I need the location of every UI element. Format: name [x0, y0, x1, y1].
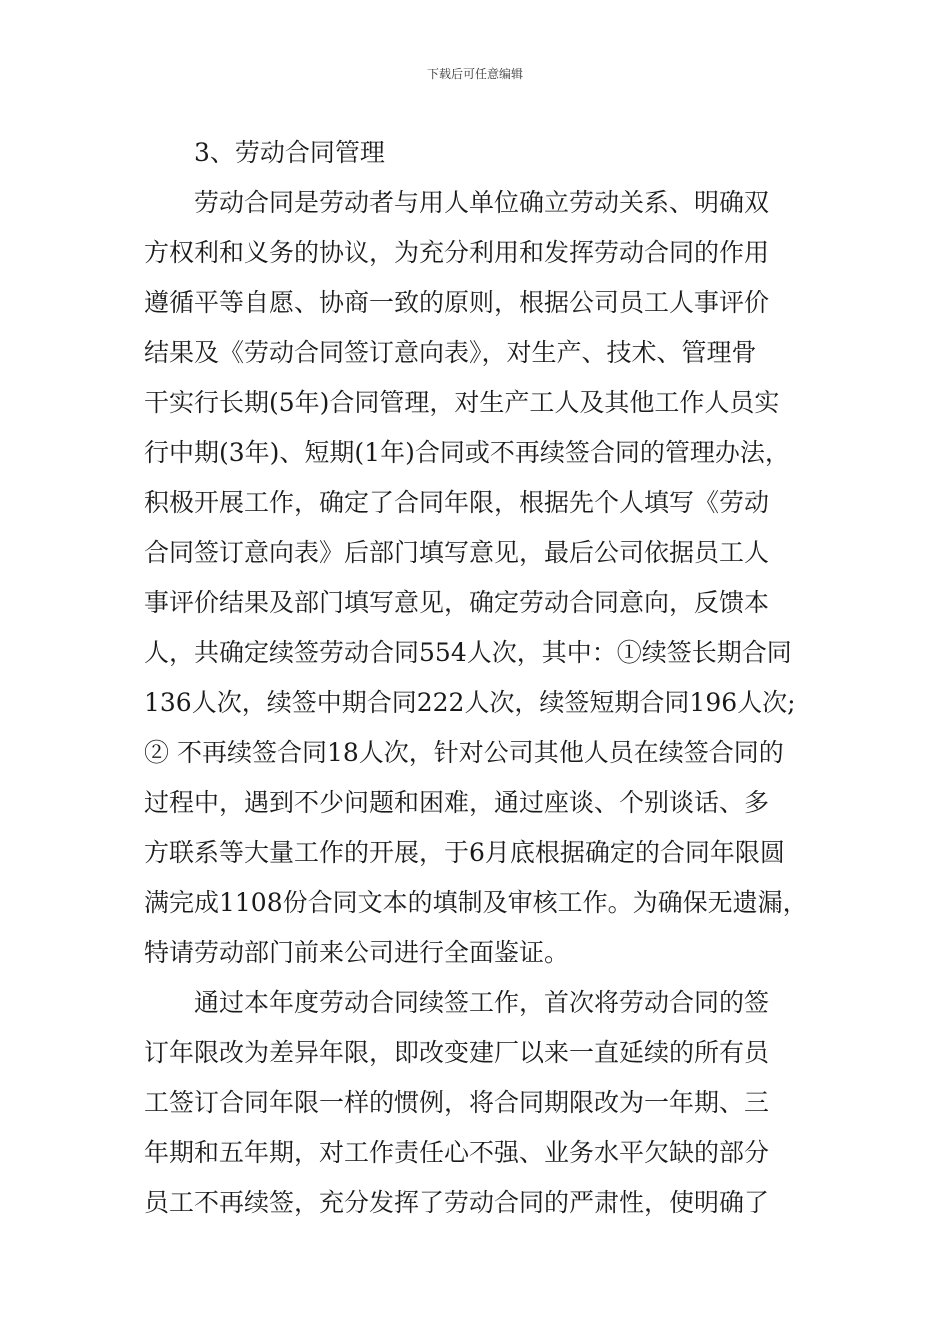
text-line: 劳动合同是劳动者与用人单位确立劳动关系、明确双 [194, 188, 770, 217]
text-line: 遵循平等自愿、协商一致的原则，根据公司员工人事评价 [144, 288, 770, 317]
text-line: 工签订合同年限一样的惯例，将合同期限改为一年期、三 [144, 1088, 770, 1117]
text-line: ② 不再续签合同18人次，针对公司其他人员在续签合同的 [144, 738, 784, 767]
text-line: 通过本年度劳动合同续签工作，首次将劳动合同的签 [194, 988, 770, 1017]
page-header: 下载后可任意编辑 [426, 67, 523, 81]
text-line: 事评价结果及部门填写意见，确定劳动合同意向，反馈本 [144, 588, 770, 617]
text-line: 人，共确定续签劳动合同554人次，其中：①续签长期合同 [144, 638, 792, 667]
paragraph-1 [144, 178, 824, 978]
text-line: 特请劳动部门前来公司进行全面鉴证。 [144, 938, 570, 967]
text-line: 积极开展工作，确定了合同年限，根据先个人填写《劳动 [144, 488, 770, 517]
text-line: 过程中，遇到不少问题和困难，通过座谈、个别谈话、多 [144, 788, 770, 817]
text-line: 员工不再续签，充分发挥了劳动合同的严肃性，使明确了 [144, 1188, 770, 1217]
text-line: 合同签订意向表》后部门填写意见，最后公司依据员工人 [144, 538, 770, 567]
text-line: 满完成1108份合同文本的填制及审核工作。为确保无遗漏， [144, 888, 808, 917]
text-line: 方联系等大量工作的开展，于6月底根据确定的合同年限圆 [144, 838, 785, 867]
text-line: 年期和五年期，对工作责任心不强、业务水平欠缺的部分 [144, 1138, 770, 1167]
text-line: 行中期(3年)、短期(1年)合同或不再续签合同的管理办法， [144, 438, 790, 467]
text-line: 结果及《劳动合同签订意向表》，对生产、技术、管理骨 [144, 338, 757, 367]
paragraph-2 [144, 978, 824, 1228]
text-line: 订年限改为差异年限，即改变建厂以来一直延续的所有员 [144, 1038, 770, 1067]
text-line: 136人次，续签中期合同222人次，续签短期合同196人次; [144, 688, 796, 717]
text-line: 干实行长期(5年)合同管理，对生产工人及其他工作人员实 [144, 388, 780, 417]
text-line: 方权利和义务的协议，为充分利用和发挥劳动合同的作用 [144, 238, 770, 267]
section-heading: 3、劳动合同管理 [194, 138, 385, 167]
document-body [144, 128, 824, 1228]
